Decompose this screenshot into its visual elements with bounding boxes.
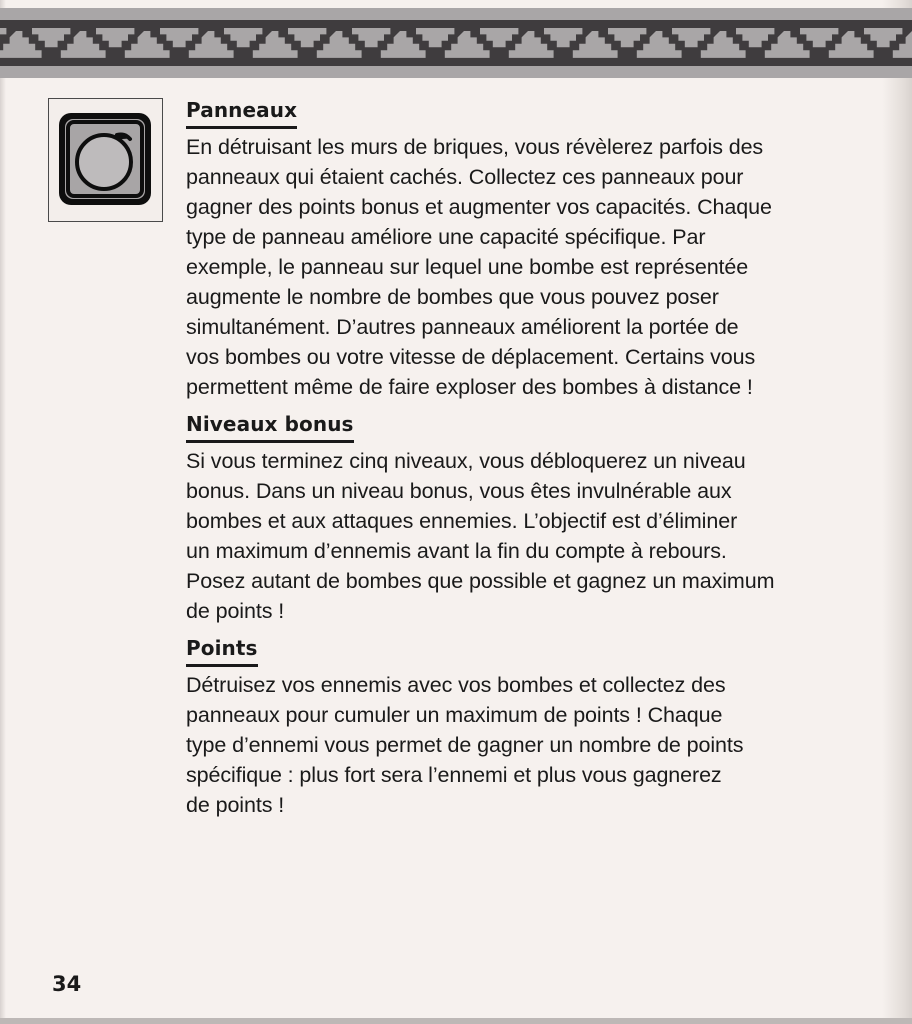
panel-ring-icon xyxy=(55,109,155,209)
header-border-band xyxy=(0,8,912,78)
section-heading: Points xyxy=(186,634,258,667)
section-niveaux-bonus xyxy=(186,410,866,626)
panel-icon-frame xyxy=(48,98,163,222)
section-heading: Niveaux bonus xyxy=(186,410,354,443)
triangle-border-pattern-icon xyxy=(0,20,912,66)
section-heading: Panneaux xyxy=(186,96,297,129)
page-bottom-edge xyxy=(0,1018,912,1024)
section-points xyxy=(186,634,866,820)
page-content xyxy=(186,96,866,820)
section-body: Si vous terminez cinq niveaux, vous débloquerez un niveau bonus. Dans un niveau bonus, vous êtes invulnérable aux bombes et aux attaques ennemies. L’objectif est d’éliminer un maximum d’ennemis avant la fin du compte à rebours. Posez autant de bombes que possible et gagnez un maximum de points ! xyxy=(186,449,775,623)
page-left-edge xyxy=(0,0,6,1024)
page-right-edge xyxy=(882,0,912,1024)
section-body: Détruisez vos ennemis avec vos bombes et collectez des panneaux pour cumuler un maximum de points ! Chaque type d’ennemi vous permet de gagner un nombre de points spécifique : plus fort sera l’ennemi et plus vous gagnerez de points ! xyxy=(186,673,744,817)
section-body: En détruisant les murs de briques, vous révèlerez parfois des panneaux qui étaient cachés. Collectez ces panneaux pour gagner des points bonus et augmenter vos capacités. Chaque type de panneau améliore une capacité spécifique. Par exemple, le panneau sur lequel une bombe est représentée augmente le nombre de bombes que vous pouvez poser simultanément. D’autres panneaux améliorent la portée de vos bombes ou votre vitesse de déplacement. Certains vous permettent même de faire exploser des bombes à distance ! xyxy=(186,135,772,399)
page-number: 34 xyxy=(52,972,82,996)
section-panneaux xyxy=(186,96,866,402)
